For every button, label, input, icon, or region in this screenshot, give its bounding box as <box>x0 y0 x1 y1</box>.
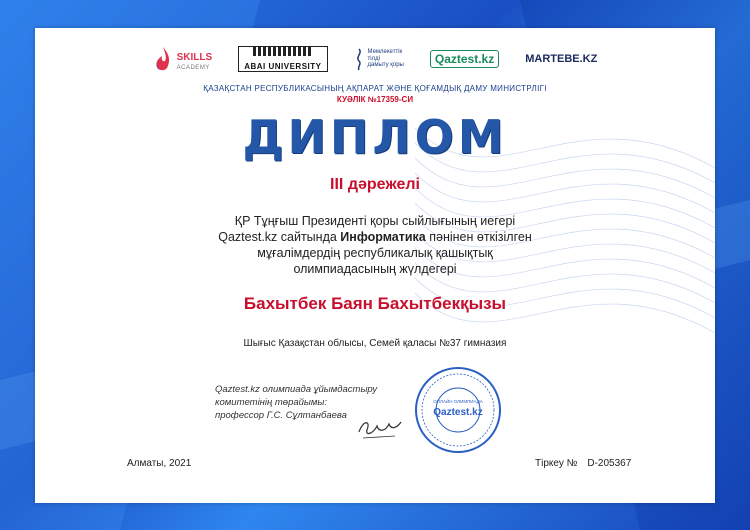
language-fund-swirl-icon <box>354 47 364 71</box>
registration <box>535 458 631 469</box>
partner-logos <box>35 46 715 72</box>
qaztest-logo: Qaztest.kz <box>430 50 499 68</box>
skills-academy-logo <box>153 46 213 72</box>
chair-line1: Qaztest.kz олимпиада ұйымдастыру <box>215 384 378 395</box>
school-info: Шығыс Қазақстан облысы, Семей қаласы №37 гимназия <box>243 338 507 349</box>
recipient-name: Бахытбек Баян Бахытбекқызы <box>243 294 507 313</box>
language-fund-logo <box>354 47 404 71</box>
ministry-text: ҚАЗАҚСТАН РЕСПУБЛИКАСЫНЫҢ АҚПАРАТ ЖӘНЕ ҚОҒАМДЫҚ ДАМУ МИНИСТРЛІГІ <box>203 84 547 93</box>
building-icon <box>253 47 313 56</box>
award-description <box>175 213 575 277</box>
chair-line3: профессор Г.С. Сұлтанбаева <box>215 410 347 421</box>
desc-line3: мұғалімдердің республикалық қашықтық <box>257 246 493 260</box>
certificate-number: КУӘЛІК №17359-СИ <box>336 95 414 104</box>
diploma-title: ДИПЛОМ <box>242 110 508 164</box>
abai-university-logo <box>238 46 327 72</box>
stamp-center-text: Qaztest.kz <box>433 407 483 418</box>
chair-line2: комитетінің төрайымы: <box>215 397 328 408</box>
stamp-upper-text: ОНЛАЙН ОЛИМПИАДА <box>433 399 483 404</box>
fund-line2: тілді <box>367 55 380 62</box>
martebe-logo: MARTEBE.KZ <box>525 53 598 65</box>
registration-number: D-205367 <box>587 458 632 469</box>
desc-line1: ҚР Тұңғыш Президенті қоры сыйлығының иегері <box>234 214 516 228</box>
skills-flame-icon <box>153 46 173 72</box>
city-year: Алматы, 2021 <box>127 458 192 469</box>
official-stamp <box>413 365 503 455</box>
skills-logo-text: SKILLS <box>176 52 213 63</box>
signature-icon <box>355 414 405 444</box>
subject-name: Информатика <box>340 230 426 244</box>
registration-label: Тіркеу № <box>535 458 578 469</box>
desc-line4: олимпиадасының жүлдегері <box>293 262 457 276</box>
skills-logo-subtext: ACADEMY <box>176 65 210 71</box>
fund-line1: Мемлекеттік <box>367 48 403 55</box>
fund-line3: дамыту қоры <box>367 62 404 69</box>
desc-line2-pre: Qaztest.kz сайтында <box>218 230 341 244</box>
desc-line2-post: пәнінен өткізілген <box>425 230 532 244</box>
diploma-sheet <box>35 28 715 503</box>
degree-label: ІІІ дәрежелі <box>330 176 420 193</box>
abai-logo-text: ABAI UNIVERSITY <box>244 62 322 71</box>
